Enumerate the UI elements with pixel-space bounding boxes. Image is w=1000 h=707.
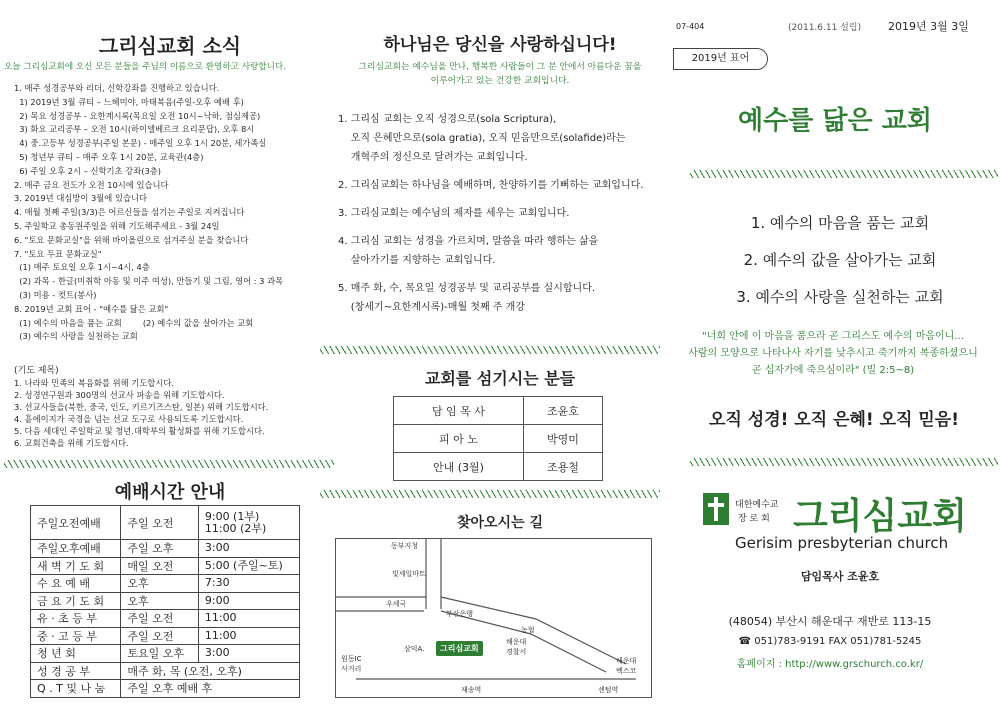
- homepage-link[interactable]: 홈페이지 : http://www.grschurch.co.kr/: [736, 659, 924, 670]
- welcome-text: 오늘 그리심교회에 오신 모든 분들을 주님의 이름으로 환영하고 사랑합니다.: [4, 62, 286, 72]
- service-name: 새 벽 기 도 회: [31, 557, 121, 575]
- servants-title: 교회를 섬기시는 분들: [424, 369, 576, 388]
- service-day: 오후: [121, 592, 198, 610]
- map-label: 우세국: [386, 600, 407, 608]
- worship-row: [31, 645, 300, 663]
- church-name-en: Gerisim presbyterian church: [735, 534, 949, 552]
- service-time: 7:30: [198, 575, 299, 593]
- service-name: 금 요 기 도 회: [31, 592, 121, 610]
- service-day: 토요일 오후: [121, 645, 198, 663]
- service-day: 주일 오후: [121, 540, 198, 558]
- service-name: 청 년 회: [31, 645, 121, 663]
- news-item: 8. 2019년 교회 표어 - "예수를 닮은 교회": [14, 303, 169, 314]
- news-item: 5) 청년부 큐티 – 매주 오후 1시 20분, 교육관(4층): [14, 151, 204, 162]
- service-day: 매일 오전: [121, 557, 198, 575]
- servant-name: 조용철: [523, 453, 602, 481]
- map-label: 동부지청: [391, 542, 419, 550]
- doc-code: 07-404: [676, 22, 705, 31]
- map-label: 농협: [521, 626, 535, 634]
- worship-row: [31, 506, 300, 540]
- service-name: 수 요 예 배: [31, 575, 121, 593]
- church-point: 3. 그리심교회는 예수님의 제자를 세우는 교회입니다.: [338, 208, 570, 219]
- goal-item: 1. 예수의 마음을 품는 교회: [750, 214, 930, 232]
- worship-row: [31, 592, 300, 610]
- service-time: 3:00: [198, 540, 299, 558]
- news-item: 5. 주일학교 총동원주일을 위해 기도해주세요 - 3월 24일: [14, 220, 220, 231]
- news-item: (1) 예수의 마음을 품는 교회 (2) 예수의 값을 살아가는 교회: [14, 317, 254, 328]
- service-day: 오후: [121, 575, 198, 593]
- news-item: (2) 과목 - 한글(미취학 아동 및 이주 여성), 만들기 및 그림, 영어 : 3 과목: [14, 276, 284, 287]
- divider: [4, 460, 334, 468]
- servant-row: [394, 453, 603, 481]
- divider: [690, 458, 998, 466]
- prayer-item: 4. 흩에이지가 국경을 넘는 선교 도구로 사용되도록 기도합시다.: [14, 414, 244, 424]
- news-title: 그리심교회 소식: [98, 34, 242, 58]
- news-item: 1) 2019년 3월 큐티 – 느헤미야, 마태복음(주일-오후 예배 후): [14, 96, 244, 107]
- intro-text: 그리심교회는 예수님을 만나, 행복한 사람들이 그 분 안에서 아름다운 꿈을 이루어가고 있는 건강한 교회입니다.: [358, 62, 642, 86]
- verse: "너희 안에 이 마음을 품으라 곧 그리스도 예수의 마음이니... 사람의 모양으로 나타나사 자기를 낮추시고 죽기까지 복종하셨으니 곧 십자가에 죽으심이라" (빌 2:5~8): [688, 331, 978, 376]
- service-time: 11:00: [198, 627, 299, 645]
- map-church-marker: 그리심교회: [436, 641, 483, 656]
- motto-tag: 2019년 표어: [673, 48, 768, 70]
- worship-row: [31, 662, 300, 680]
- servant-row: [394, 397, 603, 425]
- denomination: 대한예수교: [735, 500, 779, 510]
- news-item: 6) 주일 오후 2시 – 신학기초 강좌(3층): [14, 165, 161, 176]
- prayer-item: 1. 나라와 민족의 복음화를 위해 기도합시다.: [14, 378, 174, 388]
- servant-role: 담 임 목 사: [394, 397, 524, 425]
- map-label: 해운대 벡스코: [616, 657, 637, 675]
- service-day: 주일 오전: [121, 627, 198, 645]
- map-label: 부산은행: [446, 610, 474, 618]
- service-time: 9:00: [198, 592, 299, 610]
- news-item: 4) 중.고등부 성경공부(주일 본문) - 매주일 오후 1시 20분, 세가족실: [14, 138, 267, 149]
- service-time: 매주 화, 목 (오전, 오후): [121, 662, 300, 680]
- service-day: 주일 오전: [121, 610, 198, 628]
- denomination: 장 로 회: [738, 514, 770, 524]
- worship-row: [31, 610, 300, 628]
- worship-row: [31, 540, 300, 558]
- prayer-list: [14, 377, 334, 449]
- love-title: 하나님은 당신을 사랑하십니다!: [383, 35, 617, 55]
- news-item: 1. 매주 성경공부와 리더, 신학강좌를 진행하고 있습니다.: [14, 83, 220, 93]
- servant-role: 안내 (3월): [394, 453, 524, 481]
- divider: [690, 170, 998, 178]
- church-point: 1. 그리심 교회는 오직 성경으로(sola Scriptura), 오직 은혜만으로(sola gratia), 오직 믿음만으로(solafide)라는 개혁주의 정신으로 달려가는 교회입니다.: [338, 114, 626, 163]
- service-name: Q . T 및 나 눔: [31, 680, 121, 698]
- church-point: 4. 그리심 교회는 성경을 가르치며, 말씀을 따라 행하는 삶을 살아가기를 지향하는 교회입니다.: [338, 236, 599, 266]
- service-time: 9:00 (1부) 11:00 (2부): [198, 506, 299, 540]
- map-title: 찾아오시는 길: [456, 515, 544, 531]
- prayer-title: (기도 제목): [14, 366, 59, 376]
- divider: [320, 346, 660, 354]
- church-logo-icon: [703, 493, 729, 525]
- news-item: 7. "토요 두표 문화교실": [14, 248, 102, 259]
- service-name: 주일오후예배: [31, 540, 121, 558]
- pastor: 담임목사 조윤호: [800, 570, 880, 583]
- servants-table: [393, 396, 603, 481]
- service-name: 성 경 공 부: [31, 662, 121, 680]
- church-point: 5. 매주 화, 수, 목요일 성경공부 및 교리공부를 실시합니다. (창세기~요한계시록)-매월 첫째 주 개강: [338, 283, 596, 313]
- servant-name: 조윤호: [523, 397, 602, 425]
- news-item: (1) 매주 토요일 오후 1시~4시, 4층: [14, 262, 150, 273]
- map-label: 삼익A.: [404, 645, 425, 653]
- service-day: 주일 오전: [121, 506, 198, 540]
- service-time: 5:00 (주일~토): [198, 557, 299, 575]
- service-time: 3:00: [198, 645, 299, 663]
- worship-row: [31, 575, 300, 593]
- map-label: 원동IC 사거리: [341, 655, 362, 673]
- map: [335, 538, 652, 698]
- slogan: 오직 성경! 오직 은혜! 오직 믿음!: [709, 410, 959, 430]
- worship-table: [30, 505, 300, 698]
- worship-row: [31, 627, 300, 645]
- prayer-item: 6. 교회건축을 위해 기도합시다.: [14, 438, 129, 448]
- bulletin-date: 2019년 3월 3일: [888, 20, 969, 33]
- map-label: 재송역: [461, 686, 482, 694]
- prayer-item: 5. 다음 세대인 주일학교 및 청년.대학부의 활성화를 위해 기도합시다.: [14, 426, 265, 436]
- servant-role: 피 아 노: [394, 425, 524, 453]
- news-item: (3) 예수의 사랑을 실천하는 교회: [14, 331, 138, 342]
- news-item: 2. 매주 금요 전도가 오전 10시에 있습니다: [14, 179, 169, 190]
- motto: 예수를 닮은 교회: [738, 106, 932, 136]
- map-roads: [336, 539, 653, 699]
- map-label: 센텀역: [598, 686, 619, 694]
- worship-row: [31, 680, 300, 698]
- news-item: 3) 화요 교리공부 – 오전 10시(하이델베르크 요리문답), 오후 8시: [14, 124, 255, 135]
- news-list: [14, 82, 334, 344]
- phone: ☎ 051)783-9191 FAX 051)781-5245: [738, 636, 922, 647]
- church-point: 2. 그리심교회는 하나님을 예배하며, 찬양하기를 기뻐하는 교회입니다.: [338, 180, 644, 191]
- goal-item: 3. 예수의 사랑을 실천하는 교회: [736, 288, 944, 306]
- prayer-item: 2. 성경연구원과 300명의 선교사 파송을 위해 기도합시다.: [14, 390, 225, 400]
- map-label: 해운대 경찰서: [506, 638, 527, 656]
- service-time: 주일 오후 예배 후: [121, 680, 300, 698]
- service-name: 주일오전예배: [31, 506, 121, 540]
- established: (2011.6.11 설립): [788, 23, 862, 33]
- prayer-item: 3. 선교사들을(북한, 중국, 인도, 키르기즈스탄, 일본) 위해 기도합시다.: [14, 402, 269, 412]
- church-name: 그리심교회: [793, 496, 967, 537]
- goals-list: [690, 205, 990, 316]
- goal-item: 2. 예수의 값을 살아가는 교회: [743, 251, 937, 269]
- worship-row: [31, 557, 300, 575]
- service-name: 중 · 고 등 부: [31, 627, 121, 645]
- servant-row: [394, 425, 603, 453]
- news-item: 6. "토요 문화교실"을 위해 바이올린으로 섬겨주실 분을 찾습니다: [14, 234, 249, 245]
- news-item: 3. 2019년 대심방이 3월에 있습니다: [14, 193, 148, 204]
- news-item: (3) 미용 - 컷트(봉사): [14, 289, 97, 300]
- worship-title: 예배시간 안내: [114, 482, 226, 503]
- service-time: 11:00: [198, 610, 299, 628]
- servant-name: 박영미: [523, 425, 602, 453]
- church-points: [338, 110, 658, 326]
- map-label: 빛세일마트: [392, 570, 426, 578]
- news-item: 2) 목요 성경공부 - 요한계시록(목요일 오전 10시~낙하, 점심제공): [14, 110, 261, 121]
- divider: [320, 490, 660, 498]
- service-name: 유 · 초 등 부: [31, 610, 121, 628]
- address: (48054) 부산시 해운대구 재반로 113-15: [728, 615, 932, 628]
- news-item: 4. 매월 첫째 주일(3/3)은 어르신들을 섬기는 주일로 지켜집니다: [14, 207, 245, 218]
